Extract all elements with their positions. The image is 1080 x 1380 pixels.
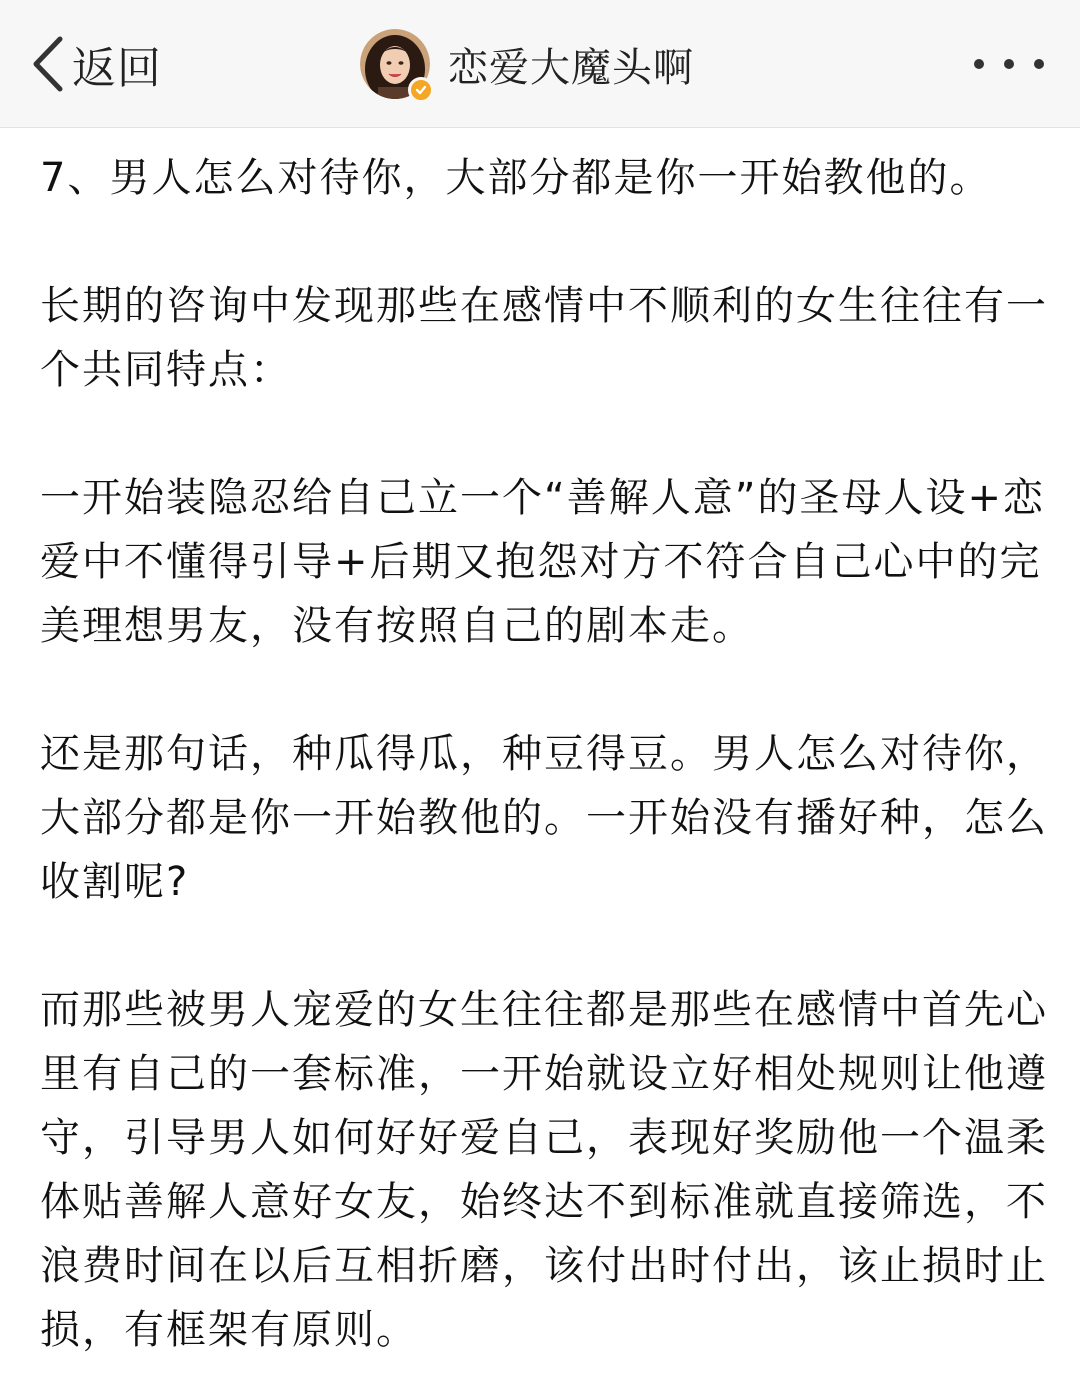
more-dots-icon <box>974 59 984 69</box>
profile-header[interactable] <box>360 28 694 100</box>
post-paragraph: 而那些被男人宠爱的女生往往都是那些在感情中首先心里有自己的一套标准，一开始就设立好相处规则让他遵守，引导男人如何好好爱自己，表现好奖励他一个温柔体贴善解人意好女友，始终达不到标准就直接筛选，不浪费时间在以后互相折磨，该付出时付出，该止损时止损，有框架有原则。 <box>40 987 1048 1353</box>
post-paragraph: 长期的咨询中发现那些在感情中不顺利的女生往往有一个共同特点： <box>40 283 1048 393</box>
verified-badge-icon <box>408 77 434 103</box>
more-dot <box>1034 59 1044 69</box>
post-content <box>40 146 1050 1362</box>
chevron-left-icon <box>30 35 64 93</box>
top-nav-bar <box>0 0 1080 128</box>
back-label: 返回 <box>72 43 162 94</box>
more-options-button[interactable] <box>974 44 1044 84</box>
username[interactable]: 恋爱大魔头啊 <box>448 44 694 91</box>
more-dot <box>1004 59 1014 69</box>
post-paragraph: 一开始装隐忍给自己立一个“善解人意”的圣母人设+恋爱中不懂得引导+后期又抱怨对方不符合自己心中的完美理想男友，没有按照自己的剧本走。 <box>40 475 1045 649</box>
post-paragraph: 还是那句话，种瓜得瓜，种豆得豆。男人怎么对待你，大部分都是你一开始教他的。一开始没有播好种，怎么收割呢? <box>40 731 1048 905</box>
post-paragraph: 7、男人怎么对待你，大部分都是你一开始教他的。 <box>40 155 992 201</box>
back-button[interactable] <box>30 28 162 100</box>
avatar[interactable] <box>360 29 430 99</box>
